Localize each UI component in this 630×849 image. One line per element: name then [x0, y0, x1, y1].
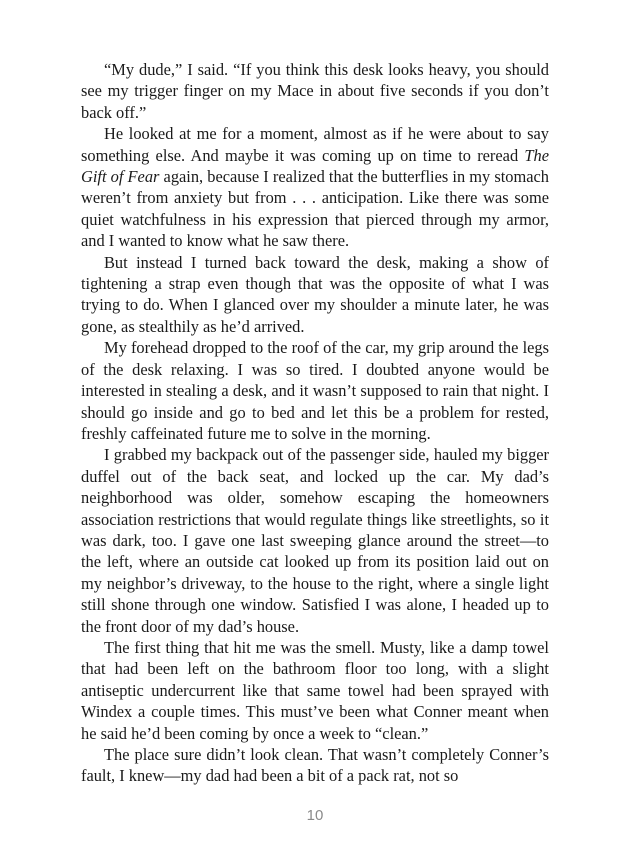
paragraph: My forehead dropped to the roof of the car, my grip around the legs of the desk relaxing. I was so tired. I doubted anyone would be interested in stealing a desk, and it wasn’t supposed to rain that night. I should go inside and go to bed and let this be a problem for rested, freshly caffeinated future me to solve in the morning. — [81, 338, 549, 443]
page-number: 10 — [306, 807, 324, 824]
paragraph: The place sure didn’t look clean. That wasn’t completely Conner’s fault, I knew—my dad had been a bit of a pack rat, not so — [81, 745, 549, 786]
paragraph: The first thing that hit me was the smell. Musty, like a damp towel that had been left on the bathroom floor too long, with a slight antiseptic undercurrent like that same towel had been sprayed with Windex a couple times. This must’ve been what Conner meant when he said he’d been coming by once a week to “clean.” — [81, 637, 549, 743]
paragraph: I grabbed my backpack out of the passenger side, hauled my bigger duffel out of the back seat, and locked up the car. My dad’s neighborhood was older, somehow escaping the homeowners association restrictions that would regulate things like streetlights, so it was dark, too. I gave one last sweeping glance around the street—to the left, where an outside cat looked up from its position laid out on my neighbor’s driveway, to the house to the right, where a single light still shone through one window. Satisfied I was alone, I headed up to the front door of my dad’s house. — [81, 445, 549, 636]
body-text — [81, 59, 549, 787]
paragraph: “My dude,” I said. “If you think this desk looks heavy, you should see my trigger finger on my Mace in about five seconds if you don’t back off.” — [81, 60, 549, 122]
book-title: The Gift of Fear — [81, 145, 549, 187]
paragraph: He looked at me for a moment, almost as if he were about to say something else. And maybe it was coming up on time to reread The Gift of Fear again, because I realized that the butterflies in my stomach weren’t from anxiety but from . . . anticipation. Like there was some quiet watchfulness in his expression that pierced through my armor, and I wanted to know what he saw there. — [81, 124, 549, 251]
paragraph: But instead I turned back toward the desk, making a show of tightening a strap even though that was the opposite of what I was trying to do. When I glanced over my shoulder a minute later, he was gone, as stealthily as he’d arrived. — [81, 252, 549, 336]
